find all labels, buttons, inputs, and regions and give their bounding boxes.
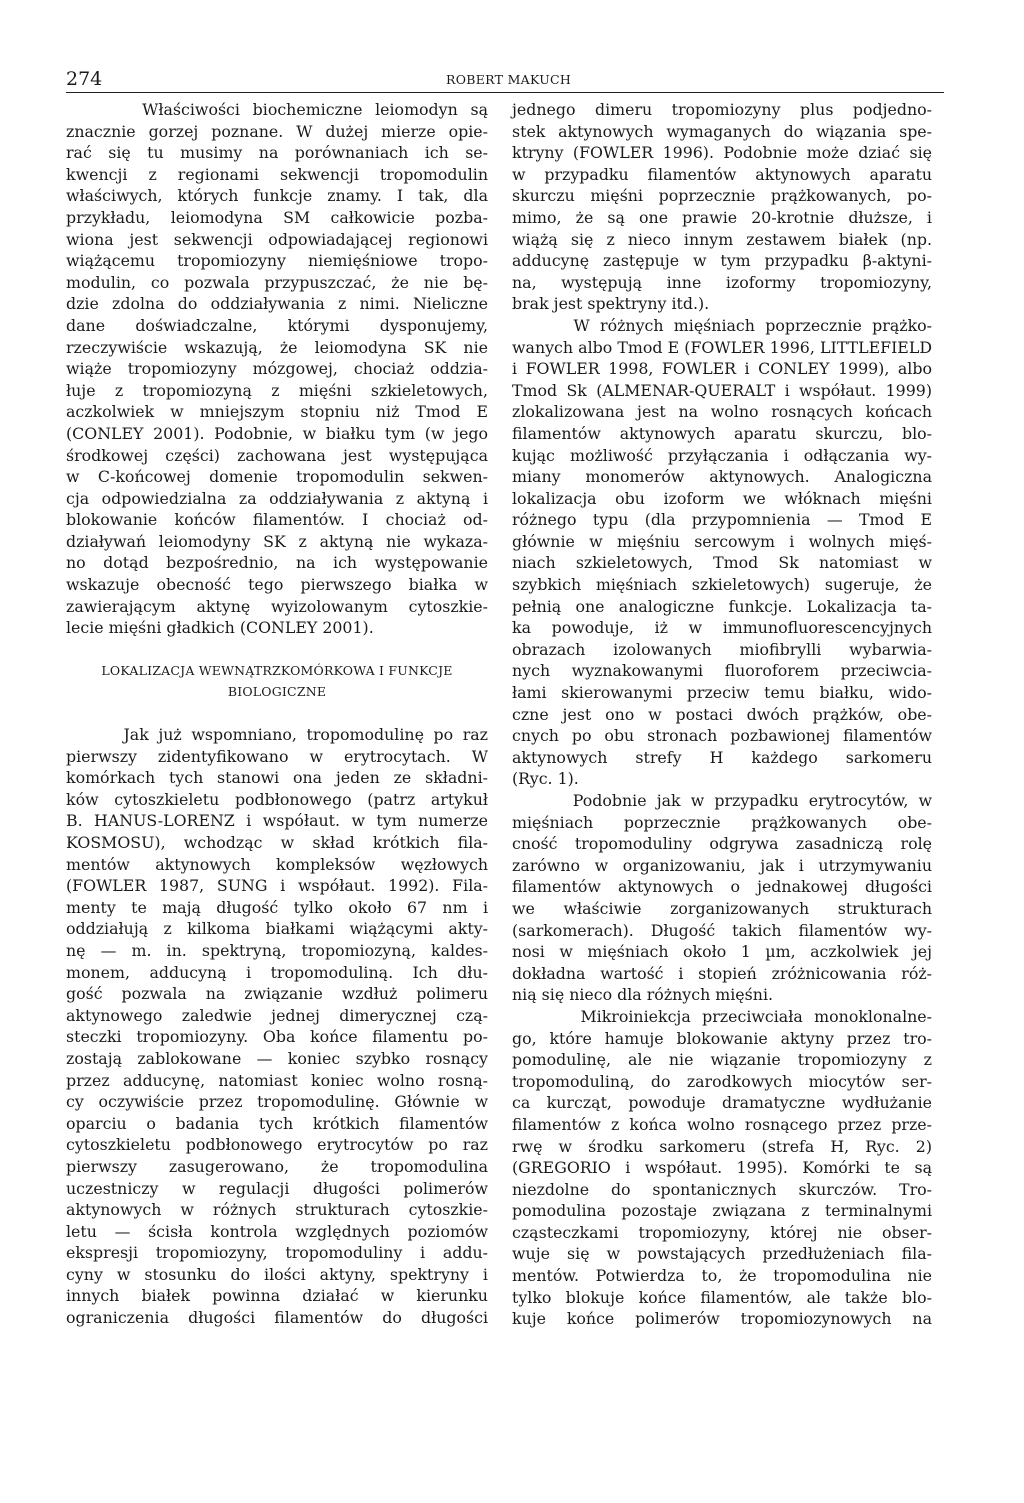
- right-column: [512, 99, 932, 1330]
- text-line: nią się nieco dla różnych mięśni.: [512, 985, 774, 1005]
- text-line: no dotąd bezpośrednio, na ich występowanie: [66, 553, 488, 573]
- text-line: rać się tu musimy na porównaniach ich se-: [66, 143, 488, 163]
- text-line: oparciu o badania tych krótkich filamentów: [66, 1113, 488, 1133]
- text-line: aczkolwiek w mniejszym stopniu niż Tmod E: [66, 402, 488, 422]
- text-line: letu — ścisła kontrola względnych poziomów: [66, 1221, 488, 1241]
- running-head: ROBERT MAKUCH: [446, 72, 572, 87]
- section-heading-line: LOKALIZACJA WEWNĄTRZKOMÓRKOWA I FUNKCJE: [101, 662, 453, 678]
- text-line: cząsteczkami tropomiozyny, której nie obser-: [512, 1222, 932, 1242]
- page-number: 274: [66, 68, 103, 90]
- text-line: zawierającym aktynę wyizolowanym cytoszkie-: [66, 596, 488, 616]
- text-line: obrazach izolowanych miofibrylli wybarwia-: [512, 639, 932, 659]
- text-line: (GREGORIO i współaut. 1995). Komórki te są: [512, 1158, 932, 1178]
- text-line: wiążącemu tropomiozyny niemięśniowe tropo-: [66, 251, 488, 271]
- text-line: wiona jest sekwencji odpowiadającej regionowi: [66, 229, 488, 249]
- text-line: (FOWLER 1987, SUNG i współaut. 1992). Fila-: [66, 876, 488, 896]
- text-line: łuje z tropomiozyną z mięśni szkieletowych,: [66, 380, 488, 400]
- text-line: aktynowego zaledwie jednej dimerycznej czą-: [66, 1005, 488, 1025]
- text-line: wanych albo Tmod E (FOWLER 1996, LITTLEFIELD: [512, 337, 932, 357]
- text-line: mentów. Potwierdza to, że tropomodulina nie: [512, 1266, 932, 1286]
- text-line: pierwszy zasugerowano, że tropomodulina: [66, 1156, 488, 1176]
- text-line: skurczu mięśni poprzecznie prążkowanych, po-: [512, 186, 932, 206]
- text-line: brak jest spektryny itd.).: [512, 294, 710, 314]
- text-line: zlokalizowana jest na wolno rosnących końcach: [512, 402, 932, 422]
- text-line: wiąże tropomiozyny mózgowej, chociaż oddzia-: [66, 359, 488, 379]
- text-line: cytoszkieletu podbłonowego erytrocytów po raz: [66, 1135, 488, 1155]
- text-line: właściwych, których funkcje znamy. I tak, dla: [66, 186, 488, 206]
- text-line: ekspresji tropomiozyny, tropomoduliny i addu-: [66, 1243, 488, 1263]
- text-line: gość pozwala na związanie wzdłuż polimeru: [66, 984, 488, 1004]
- text-line: steczki tropomiozyny. Oba końce filamentu po-: [66, 1027, 488, 1047]
- text-line: głównie w mięśniu sercowym i wolnych mięś-: [512, 531, 932, 551]
- paragraph-gap: [66, 703, 488, 724]
- text-line: nosi w mięśniach około 1 µm, aczkolwiek jej: [512, 942, 932, 962]
- text-line: cnych po obu stronach pozbawionej filamentów: [512, 726, 932, 746]
- text-line: oddziałują z kilkoma białkami wiążącymi akty-: [66, 919, 488, 939]
- text-line: aktynowych strefy H każdego sarkomeru: [512, 747, 932, 767]
- text-line: lokalizacja obu izoform we włóknach mięśni: [512, 488, 932, 508]
- text-line: Jak już wspomniano, tropomodulinę po raz: [66, 725, 488, 745]
- text-line: mimo, że są one prawie 20-krotnie dłuższe, i: [512, 207, 932, 227]
- text-line: niezdolne do spontanicznych skurczów. Tro-: [512, 1179, 932, 1199]
- text-line: monem, adducyną i tropomoduliną. Ich dłu-: [66, 962, 488, 982]
- text-line: pomodulinę, ale nie wiązanie tropomiozyny z: [512, 1050, 932, 1070]
- text-line: szybkich mięśniach szkieletowych) sugeruje, że: [512, 575, 932, 595]
- text-line: aktynowych w różnych strukturach cytoszkie-: [66, 1200, 488, 1220]
- text-line: jednego dimeru tropomiozyny plus podjedno-: [512, 100, 932, 119]
- text-line: zarówno w organizowaniu, jak i utrzymywaniu: [512, 855, 932, 875]
- text-line: cyny w stosunku do ilości aktyny, spektryny i: [66, 1264, 488, 1284]
- text-line: działywań leiomodyny SK z aktyną nie wykaza-: [66, 531, 488, 551]
- text-line: ka powoduje, iż w immunofluorescencyjnych: [512, 618, 932, 638]
- text-line: lecie mięśni gładkich (CONLEY 2001).: [66, 618, 374, 638]
- text-line: Podobnie jak w przypadku erytrocytów, w: [512, 791, 932, 810]
- paragraph-gap: [66, 639, 488, 660]
- text-line: pełnią one analogiczne funkcje. Lokalizacja ta-: [512, 596, 932, 616]
- text-line: kuje końce polimerów tropomiozynowych na: [512, 1309, 932, 1329]
- text-line: przez adducynę, natomiast koniec wolno rosną-: [66, 1070, 488, 1090]
- text-line: stek aktynowych wymaganych do wiązania spe-: [512, 121, 932, 141]
- text-line: niach szkieletowych, Tmod Sk natomiast w: [512, 553, 932, 573]
- text-line: i FOWLER 1998, FOWLER i CONLEY 1999), albo: [512, 359, 932, 379]
- text-line: komórkach tych stanowi ona jeden ze składni-: [66, 768, 488, 788]
- text-line: różnego typu (dla przypomnienia — Tmod E: [512, 510, 932, 530]
- text-line: ograniczenia długości filamentów do długości: [66, 1308, 488, 1328]
- text-line: nę — m. in. spektryną, tropomiozyną, kaldes-: [66, 940, 488, 960]
- text-line: dzie zdolna do oddziaływania z nimi. Nieliczne: [66, 294, 488, 314]
- text-line: ków cytoszkieletu podbłonowego (patrz artykuł: [66, 789, 488, 809]
- text-line: go, które hamuje blokowanie aktyny przez tro-: [512, 1028, 932, 1048]
- text-line: dane doświadczalne, którymi dysponujemy,: [66, 315, 488, 335]
- left-column: [66, 99, 488, 1329]
- text-line: na, występują inne izoformy tropomiozyny,: [512, 272, 932, 292]
- text-line: cność tropomoduliny odgrywa zasadniczą rolę: [512, 834, 932, 854]
- text-line: czne jest ono w postaci dwóch prążków, obe-: [512, 704, 932, 724]
- text-line: cja odpowiedzialna za oddziaływania z aktyną i: [66, 488, 488, 508]
- text-line: tylko blokuje końce filamentów, ale także blo-: [512, 1287, 932, 1307]
- text-line: kując możliwość przyłączania i odłączania wy-: [512, 445, 932, 465]
- text-line: B. HANUS-LORENZ i współaut. w tym numerze: [66, 811, 488, 831]
- text-line: znacznie gorzej poznane. W dużej mierze opie-: [66, 121, 488, 141]
- text-line: przykładu, leiomodyna SM całkowicie pozba-: [66, 207, 488, 227]
- text-line: uczestniczy w regulacji długości polimerów: [66, 1178, 488, 1198]
- section-heading-line: BIOLOGICZNE: [227, 684, 327, 700]
- text-line: w przypadku filamentów aktynowych aparatu: [512, 164, 932, 184]
- text-line: środkowej części) zachowana jest występująca: [66, 445, 488, 465]
- text-line: mięśniach poprzecznie prążkowanych obe-: [512, 812, 932, 832]
- text-line: kwencji z regionami sekwencji tropomodulin: [66, 164, 488, 184]
- text-line: filamentów z końca wolno rosnącego przez prze-: [512, 1114, 932, 1134]
- text-line: W różnych mięśniach poprzecznie prążko-: [512, 315, 932, 335]
- text-line: we właściwie zorganizowanych strukturach: [512, 898, 932, 918]
- text-line: wiążą się z nieco innym zestawem białek (np.: [512, 229, 932, 249]
- text-line: Właściwości biochemiczne leiomodyn są: [66, 100, 488, 119]
- text-line: mentów aktynowych kompleksów węzłowych: [66, 854, 488, 874]
- text-line: pierwszy zidentyfikowano w erytrocytach. W: [66, 746, 488, 766]
- text-line: nych wyznakowanymi fluoroforem przeciwcia-: [512, 661, 932, 681]
- page-header: [66, 68, 944, 93]
- text-line: innych białek powinna działać w kierunku: [66, 1286, 488, 1306]
- text-line: Mikroiniekcja przeciwciała monoklonalne-: [512, 1006, 932, 1026]
- text-line: adducynę zastępuje w tym przypadku β-aktyni-: [512, 251, 932, 271]
- text-line: łami skierowanymi przeciw temu białku, wido-: [512, 683, 932, 703]
- text-line: cy oczywiście przez tropomodulinę. Głównie w: [66, 1092, 488, 1112]
- text-line: (sarkomerach). Długość takich filamentów wy-: [512, 920, 932, 940]
- text-line: rwę w środku sarkomeru (strefa H, Ryc. 2): [512, 1136, 932, 1156]
- text-line: filamentów aktynowych o jednakowej długości: [512, 877, 932, 897]
- text-line: filamentów aktynowych aparatu skurczu, blo-: [512, 423, 932, 443]
- text-line: wuje się w powstających przedłużeniach fila-: [512, 1244, 932, 1264]
- text-line: ktryny (FOWLER 1996). Podobnie może dziać się: [512, 143, 932, 163]
- text-line: (Ryc. 1).: [512, 769, 579, 789]
- text-line: ca kurcząt, powoduje dramatyczne wydłużanie: [512, 1093, 932, 1113]
- text-line: Tmod Sk (ALMENAR-QUERALT i współaut. 1999): [512, 380, 932, 400]
- text-line: w C-końcowej domenie tropomodulin sekwen-: [66, 467, 488, 487]
- text-line: (CONLEY 2001). Podobnie, w białku tym (w jego: [66, 423, 488, 443]
- text-line: wskazuje obecność tego pierwszego białka w: [66, 575, 488, 595]
- text-line: dokładna wartość i stopień zróżnicowania róż-: [512, 963, 932, 983]
- text-line: menty te mają długość tylko około 67 nm i: [66, 897, 488, 917]
- text-line: rzeczywiście wskazują, że leiomodyna SK nie: [66, 337, 488, 357]
- text-line: miany monomerów aktynowych. Analogiczna: [512, 467, 932, 487]
- text-line: KOSMOSU), wchodząc w skład krótkich fila-: [66, 833, 488, 852]
- text-line: blokowanie końców filamentów. I chociaż od-: [66, 510, 488, 530]
- text-line: tropomoduliną, do zarodkowych miocytów ser-: [512, 1071, 932, 1091]
- text-line: pomodulina pozostaje związana z terminalnymi: [512, 1201, 932, 1221]
- text-line: zostają zablokowane — koniec szybko rosnący: [66, 1048, 488, 1068]
- text-line: modulin, co pozwala przypuszczać, że nie bę-: [66, 272, 488, 292]
